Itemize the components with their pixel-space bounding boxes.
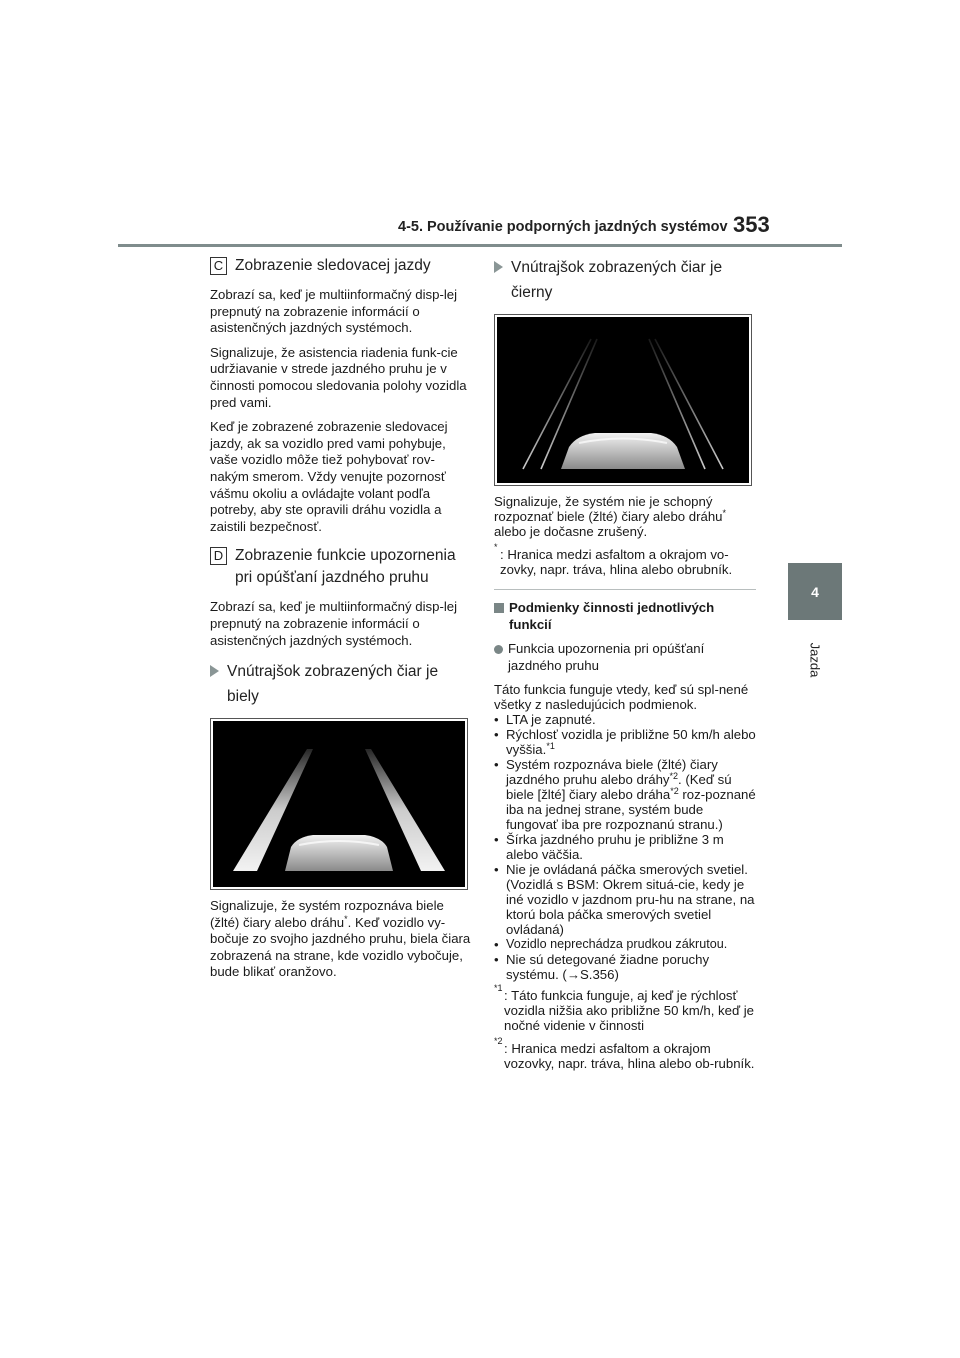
section-d-letter: D (210, 547, 227, 565)
footnote-2 (494, 1036, 756, 1072)
section-divider (494, 589, 756, 590)
right-column (494, 255, 756, 1079)
page-number: 353 (733, 212, 770, 237)
footnote-star-text: : Hranica medzi asfaltom a okrajom vo-zovky, napr. tráva, hlina alebo obrubník. (500, 547, 733, 577)
triangle-bullet-icon (210, 665, 219, 677)
black-lines-title-line1: Vnútrajšok zobrazených čiar je (511, 259, 723, 276)
list-item: • LTA je zapnuté. (494, 712, 596, 728)
white-lines-title-line2: biely (227, 688, 259, 706)
section-c-letter: C (210, 257, 227, 275)
triangle-bullet-icon (494, 261, 503, 273)
left-column (210, 255, 472, 989)
conditions-heading-text: Podmienky činnosti jednotlivých funkcií (509, 600, 715, 632)
footnote-1-mark: *1 (494, 983, 503, 994)
conditions-list (494, 712, 756, 982)
conditions-heading (494, 600, 756, 633)
square-bullet-icon (494, 603, 504, 613)
section-c-paragraph-1: Zobrazí sa, keď je multiinformačný disp-lej prepnutý na zobrazenie informácií o asistenčných jazdných systémoch. (210, 287, 458, 336)
function-heading-text: Funkcia upozornenia pri opúšťaní jazdného pruhu (508, 641, 705, 673)
section-c-paragraph-3: Keď je zobrazené zobrazenie sledovacej jazdy, ak sa vozidlo pred vami pohybuje, vaše vozidlo môže tiež pohybovať rov-nakým smerom. Vždy venujte pozornosť vášmu okoliu a ovládajte volant podľa potreby, aby ste opravili dráhu vozidla a zaistili bezpečnosť. (210, 419, 448, 534)
black-lines-description: Signalizuje, že systém nie je schopný rozpoznať biele (žlté) čiary alebo dráhu* alebo je dočasne zrušený. (494, 494, 727, 539)
function-intro: Táto funkcia funguje vtedy, keď sú spl-nené všetky z nasledujúcich podmienok. (494, 682, 749, 713)
section-d-title-line2: pri opúšťaní jazdného pruhu (235, 569, 429, 587)
section-d-paragraph: Zobrazí sa, keď je multiinformačný disp-lej prepnutý na zobrazenie informácií o asistenčných jazdných systémoch. (210, 599, 458, 648)
footnote-star (494, 542, 756, 577)
section-d-title-line1: Zobrazenie funkcie upozornenia (235, 547, 456, 565)
black-lines-heading (494, 255, 756, 305)
footnote-1-text: : Táto funkcia funguje, aj keď je rýchlosť vozidla nižšia ako približne 50 km/h, keď je nočné videnie v činnosti (504, 988, 754, 1034)
list-item: • Vozidlo neprechádza prudkou zákrutou. (494, 937, 728, 953)
white-lines-display (210, 718, 468, 890)
chapter-side-label (789, 630, 841, 690)
white-lines-heading (210, 659, 472, 709)
footnote-1 (494, 983, 756, 1034)
list-item: • Systém rozpoznáva biele (žlté) čiary jazdného pruhu alebo dráhy$^{*2}$. (Keď sú biele [žlté] čiary alebo dráha$^{*2}$ roz-poznané iba na jednej strane, systém bude fungovať iba pre rozpoznanú stranu.) (494, 757, 756, 833)
header-title: 4-5. Používanie podporných jazdných systémov (398, 219, 728, 235)
section-c-paragraph-2: Signalizuje, že asistencia riadenia funk-cie udržiavanie v strede jazdného pruhu je v činnosti pomocou sledovania polohy vozidla pred vami. (210, 344, 467, 410)
black-lines-display (494, 314, 752, 486)
white-lines-description: Signalizuje, že systém rozpoznáva biele (žlté) čiary alebo dráhu*. Keď vozidlo vy-bočuje zo svojho jazdného pruhu, biela čiara zobrazená na strane, kde vozidlo vybočuje, bude blikať oranžovo. (210, 898, 471, 980)
header-rule (118, 244, 842, 247)
list-item: • Nie je ovládaná páčka smerových svetiel. (Vozidlá s BSM: Okrem situá-cie, kedy je iné vozidlo v jazdnom pru-hu na strane, na ktorú bola páčka smerových svetiel ovládaná) (494, 862, 755, 938)
section-c-title: Zobrazenie sledovacej jazdy (235, 257, 431, 274)
list-item: • Rýchlosť vozidla je približne 50 km/h alebo vyššia.$^{*1}$ (494, 727, 756, 758)
white-lines-screen (213, 721, 465, 887)
black-lane-lines-illustration (497, 317, 749, 483)
chapter-name: Jazda (807, 642, 823, 678)
footnote-2-mark: *2 (494, 1036, 503, 1047)
black-lines-title-line2: čierny (511, 284, 553, 301)
footnote-star-mark: * (494, 542, 498, 552)
list-item: • Šírka jazdného pruhu je približne 3 m alebo väčšia. (494, 832, 724, 863)
section-c-heading (210, 255, 472, 277)
white-lane-lines-illustration (213, 721, 465, 887)
black-lines-screen (497, 317, 749, 483)
circle-bullet-icon (494, 645, 503, 654)
white-lines-title-line1: Vnútrajšok zobrazených čiar je (227, 663, 439, 681)
chapter-tab: 4 (788, 563, 842, 620)
section-d-heading (210, 545, 472, 589)
list-item: • Nie sú detegované žiadne poruchy systému. (→S.356) (494, 952, 710, 983)
footnote-2-text: : Hranica medzi asfaltom a okrajom vozovky, napr. tráva, hlina alebo ob-rubník. (504, 1041, 755, 1072)
function-heading (494, 641, 756, 674)
